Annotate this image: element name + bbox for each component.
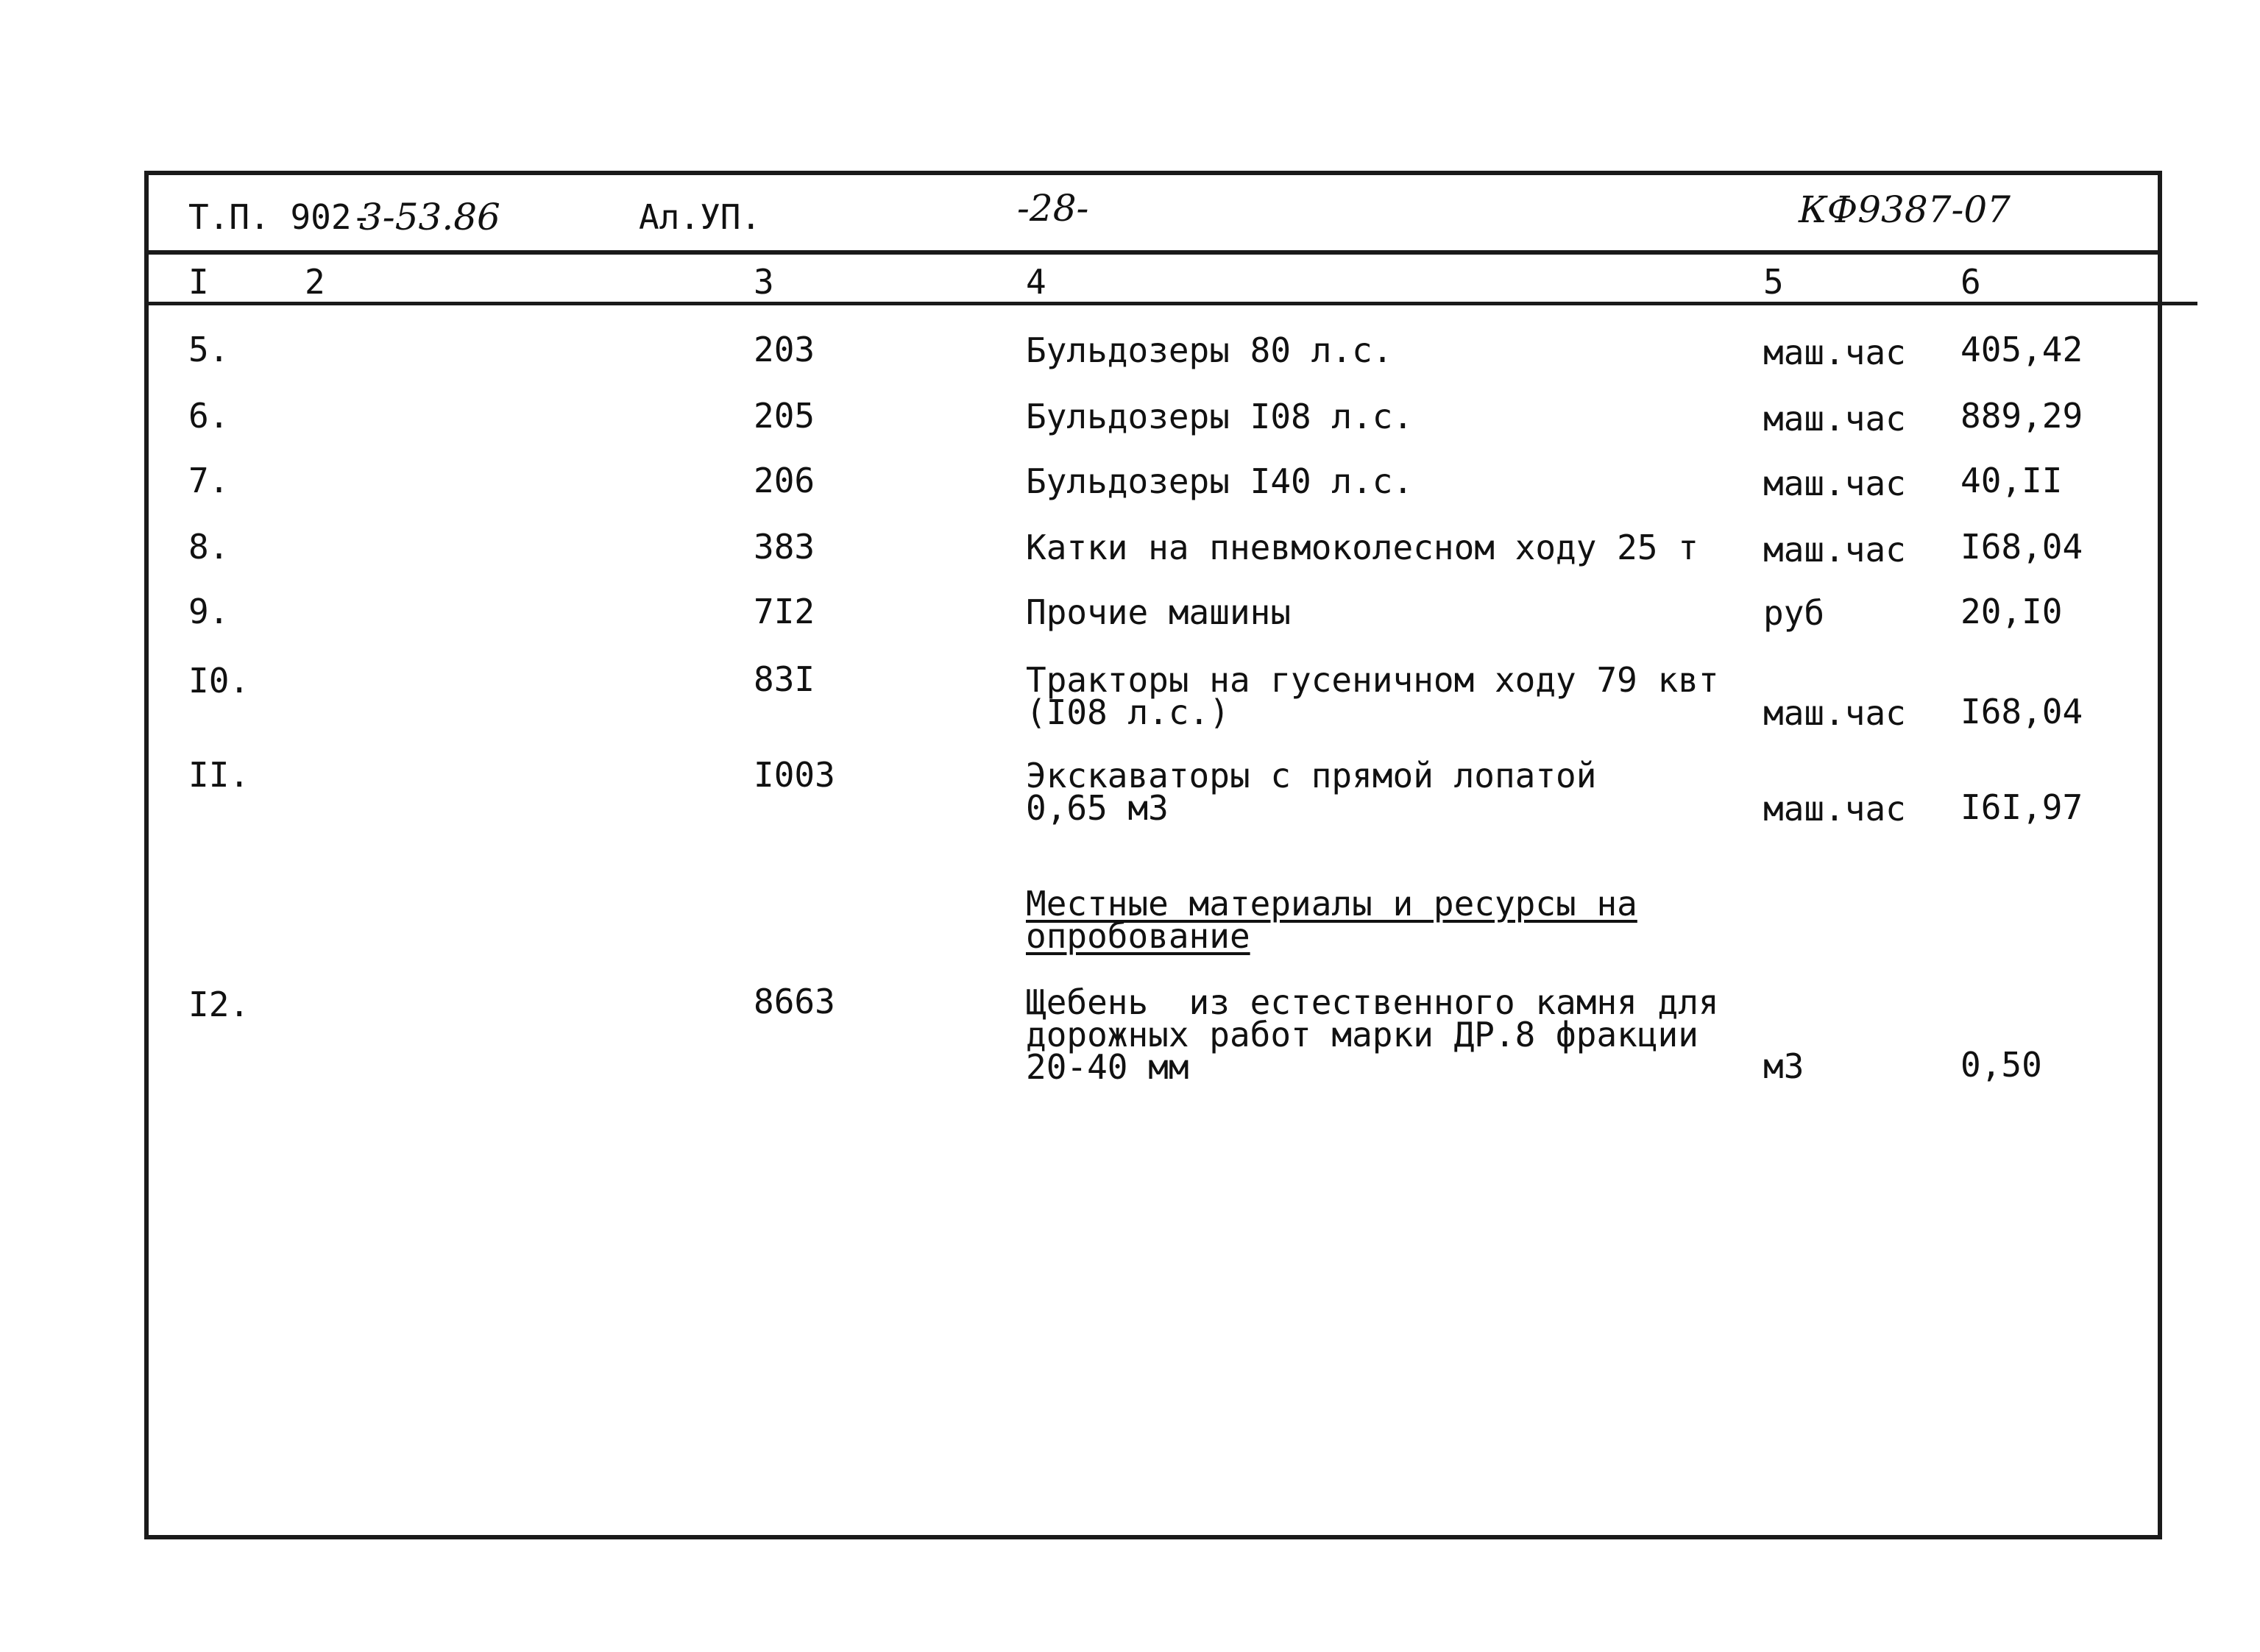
resource-name: Тракторы на гусеничном ходу 79 квт (I08 л.с.) (1026, 660, 1719, 732)
resource-name: Экскаваторы с прямой лопатой 0,65 м3 (1026, 756, 1597, 828)
resource-name: Катки на пневмоколесном ходу 25 т (1026, 528, 1698, 567)
resource-name: Бульдозеры I08 л.с. (1026, 397, 1414, 436)
document-stamp: КФ9387-07 (1799, 188, 2011, 231)
resource-name: Бульдозеры 80 л.с. (1026, 330, 1393, 370)
resource-name: Прочие машины (1026, 592, 1292, 632)
unit: руб (1763, 593, 1825, 633)
resource-code: 205 (754, 396, 815, 436)
quantity: I68,04 (1960, 692, 2083, 731)
row-number: 8. (188, 527, 230, 567)
row-number: I2. (188, 985, 250, 1024)
column-header-divider (144, 302, 2197, 305)
resource-code: 383 (754, 527, 815, 567)
row-number: 5. (188, 330, 230, 369)
page-number: -28- (1017, 187, 1089, 230)
column-header: 5 (1763, 262, 1784, 302)
resource-code: I003 (754, 755, 835, 795)
quantity: 20,I0 (1960, 592, 2063, 631)
resource-code: 7I2 (754, 592, 815, 631)
resource-name: Бульдозеры I40 л.с. (1026, 461, 1414, 501)
unit: маш.час (1763, 399, 1906, 439)
row-number: I0. (188, 661, 250, 701)
unit: маш.час (1763, 333, 1906, 372)
table-frame (144, 171, 2162, 1539)
project-code: 3-53.86 (359, 196, 500, 238)
section-heading: Местные материалы и ресурсы на опробование (1026, 884, 1637, 956)
quantity: 40,II (1960, 461, 2063, 500)
quantity: I6I,97 (1960, 787, 2083, 827)
row-number: 9. (188, 592, 230, 631)
resource-code: 203 (754, 330, 815, 369)
column-header: I (188, 262, 209, 302)
unit: маш.час (1763, 789, 1906, 829)
quantity: 405,42 (1960, 330, 2083, 369)
resource-code: 8663 (754, 982, 835, 1021)
row-number: 7. (188, 461, 230, 500)
unit: маш.час (1763, 464, 1906, 503)
quantity: I68,04 (1960, 527, 2083, 567)
resource-name: Щебень из естественного камня для дорожных работ марки ДР.8 фракции 20-40 мм (1026, 982, 1719, 1087)
unit: маш.час (1763, 530, 1906, 570)
column-header: 2 (305, 262, 325, 302)
project-label: Т.П. 902- (188, 197, 372, 237)
header-divider (144, 250, 2162, 255)
quantity: 0,50 (1960, 1045, 2042, 1085)
row-number: 6. (188, 396, 230, 436)
column-header: 3 (754, 262, 774, 302)
resource-code: 206 (754, 461, 815, 500)
unit: м3 (1763, 1046, 1804, 1086)
column-header: 4 (1026, 262, 1046, 302)
column-header: 6 (1960, 262, 1981, 302)
quantity: 889,29 (1960, 396, 2083, 436)
unit: маш.час (1763, 693, 1906, 733)
resource-code: 83I (754, 659, 815, 699)
album-label: Ал.УП. (639, 197, 762, 237)
row-number: II. (188, 755, 250, 795)
